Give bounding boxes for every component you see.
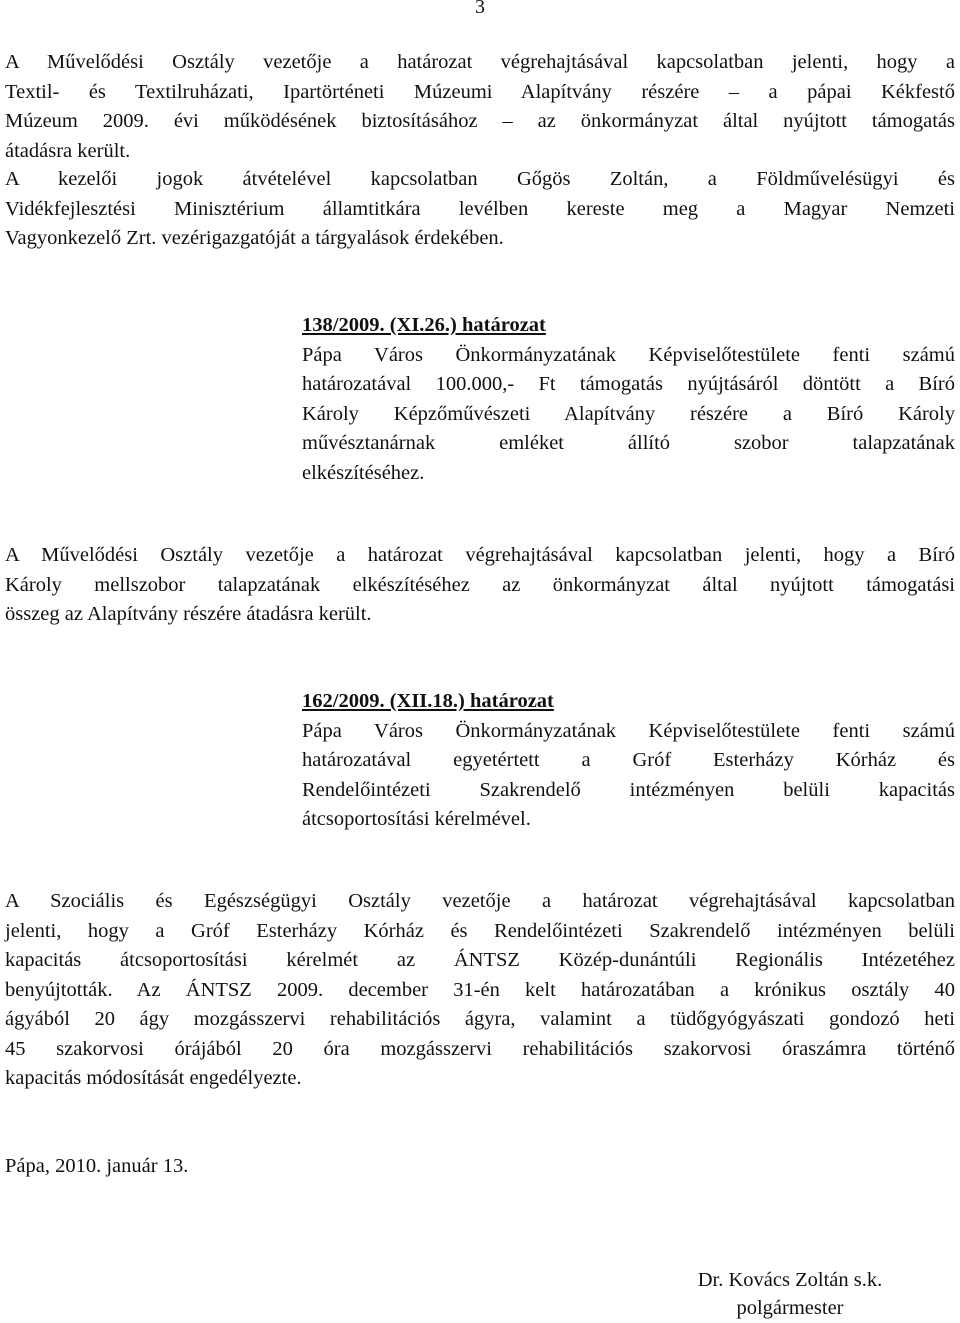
text-line: Vagyonkezelő Zrt. vezérigazgatóját a tárgyalások érdekében. [5,227,504,249]
text-line: benyújtották. Az ÁNTSZ 2009. december 31-én kelt határozatában a krónikus osztály 40 [5,978,955,1001]
text-line: A kezelői jogok átvételével kapcsolatban Gőgös Zoltán, a Földművelésügyi és [5,168,955,190]
signatory-name: Dr. Kovács Zoltán s.k. [697,1269,883,1291]
text-line: átadásra került. [5,139,131,162]
text-line: Vidékfejlesztési Minisztérium államtitkára levélben kereste meg a Magyar Nemzeti [5,197,955,220]
text-line: Pápa Város Önkormányzatának Képviselőtestülete fenti számú [302,719,955,742]
text-line: határozatával egyetértett a Gróf Esterházy Kórház és [302,749,955,771]
text-line: művésztanárnak emléket állító szobor talapzatának [302,432,955,454]
text-line: összeg az Alapítvány részére átadásra került. [5,603,372,625]
text-line: ágyából 20 ágy mozgásszervi rehabilitációs ágyra, valamint a tüdőgyógyászati gondozó heti [5,1008,955,1030]
text-line: Textil- és Textilruházati, Ipartörténeti Múzeumi Alapítvány részére – a pápai Kékfestő [5,80,955,103]
text-line: Pápa Város Önkormányzatának Képviselőtestülete fenti számú [302,343,955,366]
place-date: Pápa, 2010. január 13. [5,1155,189,1177]
text-line: kapacitás módosítását engedélyezte. [5,1067,302,1089]
text-line: A Művelődési Osztály vezetője a határozat végrehajtásával kapcsolatban jelenti, hogy a [5,51,955,73]
resolution-title: 162/2009. (XII.18.) határozat [302,690,554,712]
text-line: elkészítéséhez. [302,461,425,484]
text-line: 45 szakorvosi órájából 20 óra mozgásszervi rehabilitációs szakorvosi óraszámra történő [5,1037,955,1060]
paragraph-museum-support [5,48,955,166]
text-line: Károly Képzőművészeti Alapítvány részére a Bíró Károly [302,402,955,425]
resolution-162-2009 [302,687,955,835]
resolution-138-2009 [302,311,955,488]
page-number: 3 [475,0,485,18]
signature-block [640,1266,940,1322]
text-line: határozatával 100.000,- Ft támogatás nyújtásáról döntött a Bíró [302,373,955,395]
text-line: Rendelőintézeti Szakrendelő intézményen belüli kapacitás [302,778,955,801]
signatory-title: polgármester [736,1297,844,1319]
text-line: Károly mellszobor talapzatának elkészítéséhez az önkormányzat által nyújtott támogatási [5,573,955,596]
text-line: kapacitás átcsoportosítási kérelmét az ÁNTSZ Közép-dunántúli Regionális Intézetéhez [5,949,955,971]
text-line: átcsoportosítási kérelmével. [302,808,531,830]
text-line: A Szociális és Egészségügyi Osztály vezetője a határozat végrehajtásával kapcsolatban [5,890,955,912]
paragraph-management-rights [5,165,955,254]
text-line: A Művelődési Osztály vezetője a határozat végrehajtásával kapcsolatban jelenti, hogy a Bíró [5,544,955,566]
resolution-title: 138/2009. (XI.26.) határozat [302,314,546,336]
text-line: Múzeum 2009. évi működésének biztosításához – az önkormányzat által nyújtott támogatás [5,110,955,132]
paragraph-bust-pedestal [5,541,955,630]
paragraph-hospital-capacity [5,887,955,1094]
text-line: jelenti, hogy a Gróf Esterházy Kórház és Rendelőintézeti Szakrendelő intézményen belüli [5,919,955,942]
